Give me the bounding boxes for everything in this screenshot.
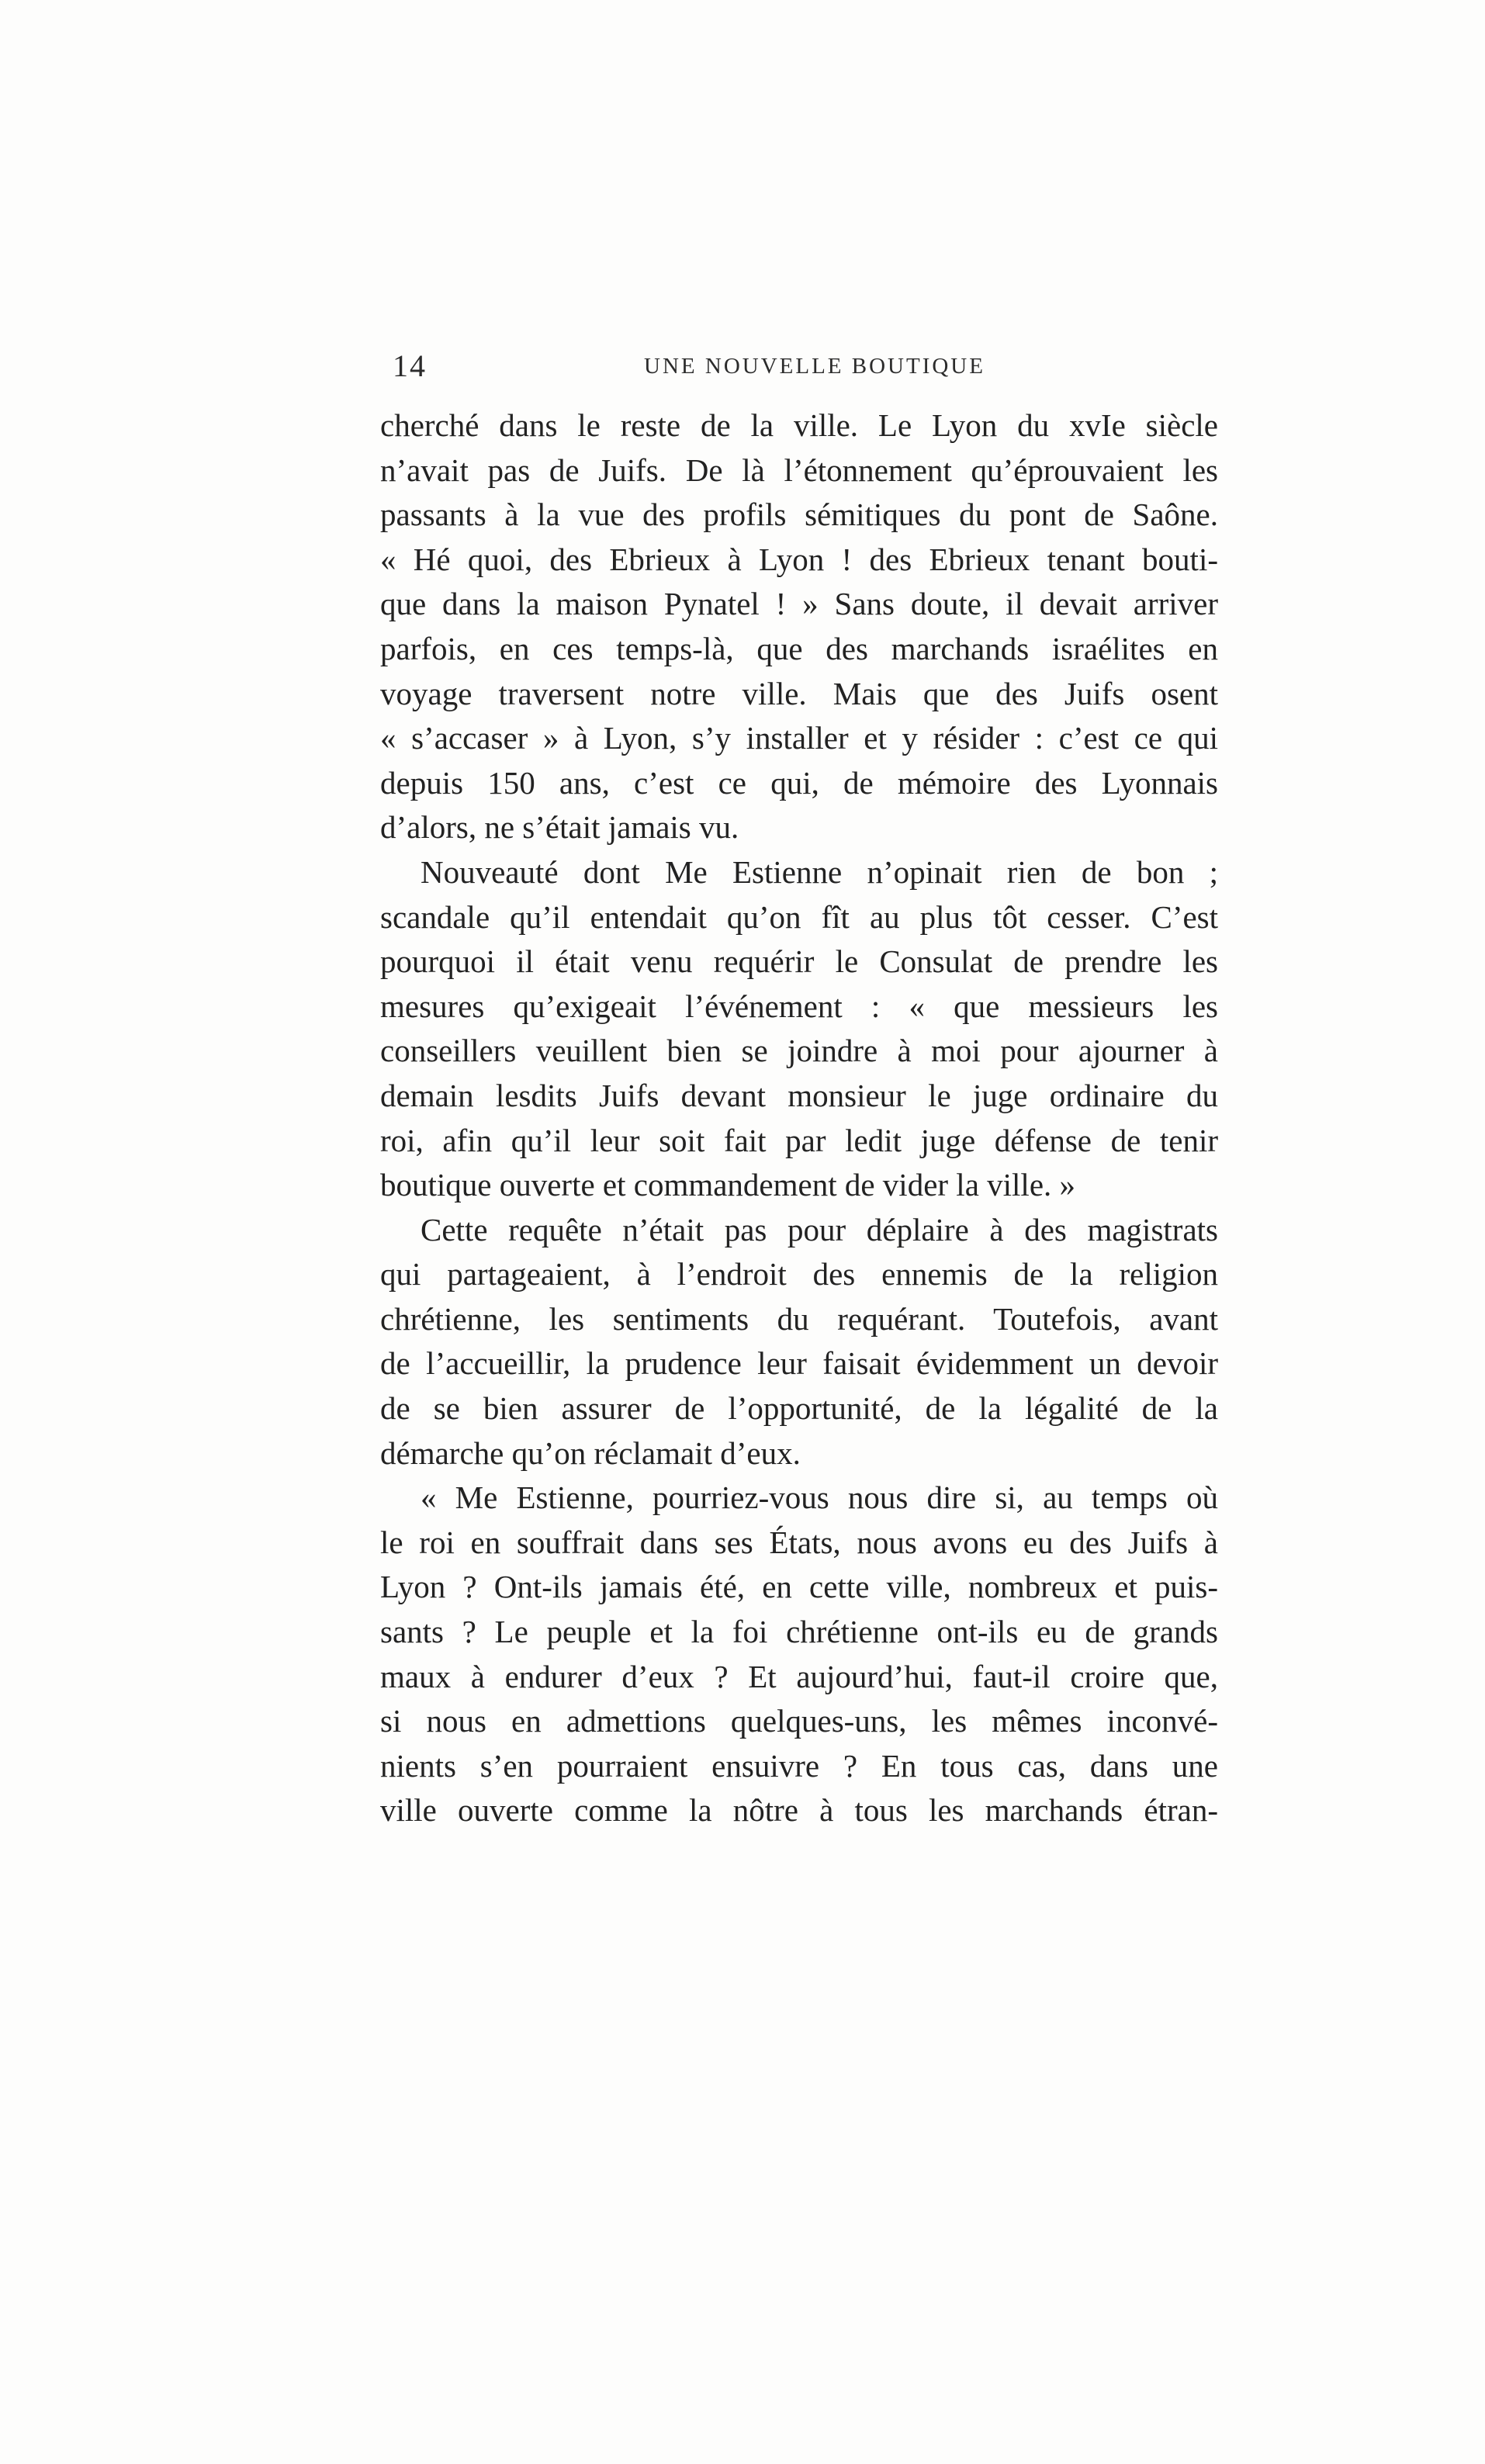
text-line: cherché dans le reste de la ville. Le Lyon du xvIe siècle bbox=[380, 407, 1218, 443]
text-line: sants ? Le peuple et la foi chrétienne ont-ils eu de grands bbox=[380, 1614, 1218, 1650]
text-line: ville ouverte comme la nôtre à tous les marchands étran- bbox=[380, 1792, 1218, 1829]
text-line: mesures qu’exigeait l’événement : « que messieurs les bbox=[380, 988, 1218, 1024]
text-line: « s’accaser » à Lyon, s’y installer et y résider : c’est ce qui bbox=[380, 720, 1218, 756]
text-line: si nous en admettions quelques-uns, les mêmes inconvé- bbox=[380, 1703, 1218, 1739]
text-line: voyage traversent notre ville. Mais que des Juifs osent bbox=[380, 675, 1218, 711]
running-title: UNE NOUVELLE BOUTIQUE bbox=[644, 354, 985, 379]
text-line: Cette requête n’était pas pour déplaire à des magistrats bbox=[421, 1211, 1218, 1248]
text-line: depuis 150 ans, c’est ce qui, de mémoire des Lyonnais bbox=[380, 764, 1218, 801]
text-line: maux à endurer d’eux ? Et aujourd’hui, faut-il croire que, bbox=[380, 1658, 1218, 1694]
running-head bbox=[380, 348, 1218, 394]
text-line: de se bien assurer de l’opportunité, de la légalité de la bbox=[380, 1390, 1218, 1427]
text-line: conseillers veuillent bien se joindre à moi pour ajourner à bbox=[380, 1033, 1218, 1069]
page-number: 14 bbox=[393, 348, 427, 383]
text-line: « Me Estienne, pourriez-vous nous dire si, au temps où bbox=[421, 1479, 1218, 1516]
body-text bbox=[380, 403, 1218, 1833]
text-line: boutique ouverte et commandement de vider la ville. » bbox=[380, 1167, 1076, 1203]
text-line: passants à la vue des profils sémitiques du pont de Saône. bbox=[380, 497, 1218, 533]
text-line: de l’accueillir, la prudence leur faisait évidemment un devoir bbox=[380, 1345, 1218, 1382]
text-line: nients s’en pourraient ensuivre ? En tous cas, dans une bbox=[380, 1747, 1218, 1784]
text-line: chrétienne, les sentiments du requérant. Toutefois, avant bbox=[380, 1300, 1218, 1337]
text-line: scandale qu’il entendait qu’on fît au plus tôt cesser. C’est bbox=[380, 898, 1218, 935]
text-line: qui partageaient, à l’endroit des ennemis de la religion bbox=[380, 1256, 1218, 1293]
text-line: Nouveauté dont Me Estienne n’opinait rien de bon ; bbox=[421, 853, 1218, 890]
text-line: pourquoi il était venu requérir le Consulat de prendre les bbox=[380, 943, 1218, 980]
text-line: que dans la maison Pynatel ! » Sans doute, il devait arriver bbox=[380, 586, 1218, 622]
text-line: démarche qu’on réclamait d’eux. bbox=[380, 1434, 801, 1471]
text-line: d’alors, ne s’était jamais vu. bbox=[380, 809, 739, 846]
text-line: n’avait pas de Juifs. De là l’étonnement qu’éprouvaient les bbox=[380, 452, 1218, 488]
text-line: « Hé quoi, des Ebrieux à Lyon ! des Ebrieux tenant bouti- bbox=[380, 541, 1218, 577]
text-line: Lyon ? Ont-ils jamais été, en cette ville, nombreux et puis- bbox=[380, 1569, 1218, 1605]
text-line: le roi en souffrait dans ses États, nous avons eu des Juifs à bbox=[380, 1524, 1218, 1560]
text-line: demain lesdits Juifs devant monsieur le juge ordinaire du bbox=[380, 1077, 1218, 1113]
text-line: parfois, en ces temps-là, que des marchands israélites en bbox=[380, 630, 1218, 666]
text-line: roi, afin qu’il leur soit fait par ledit juge défense de tenir bbox=[380, 1122, 1218, 1158]
